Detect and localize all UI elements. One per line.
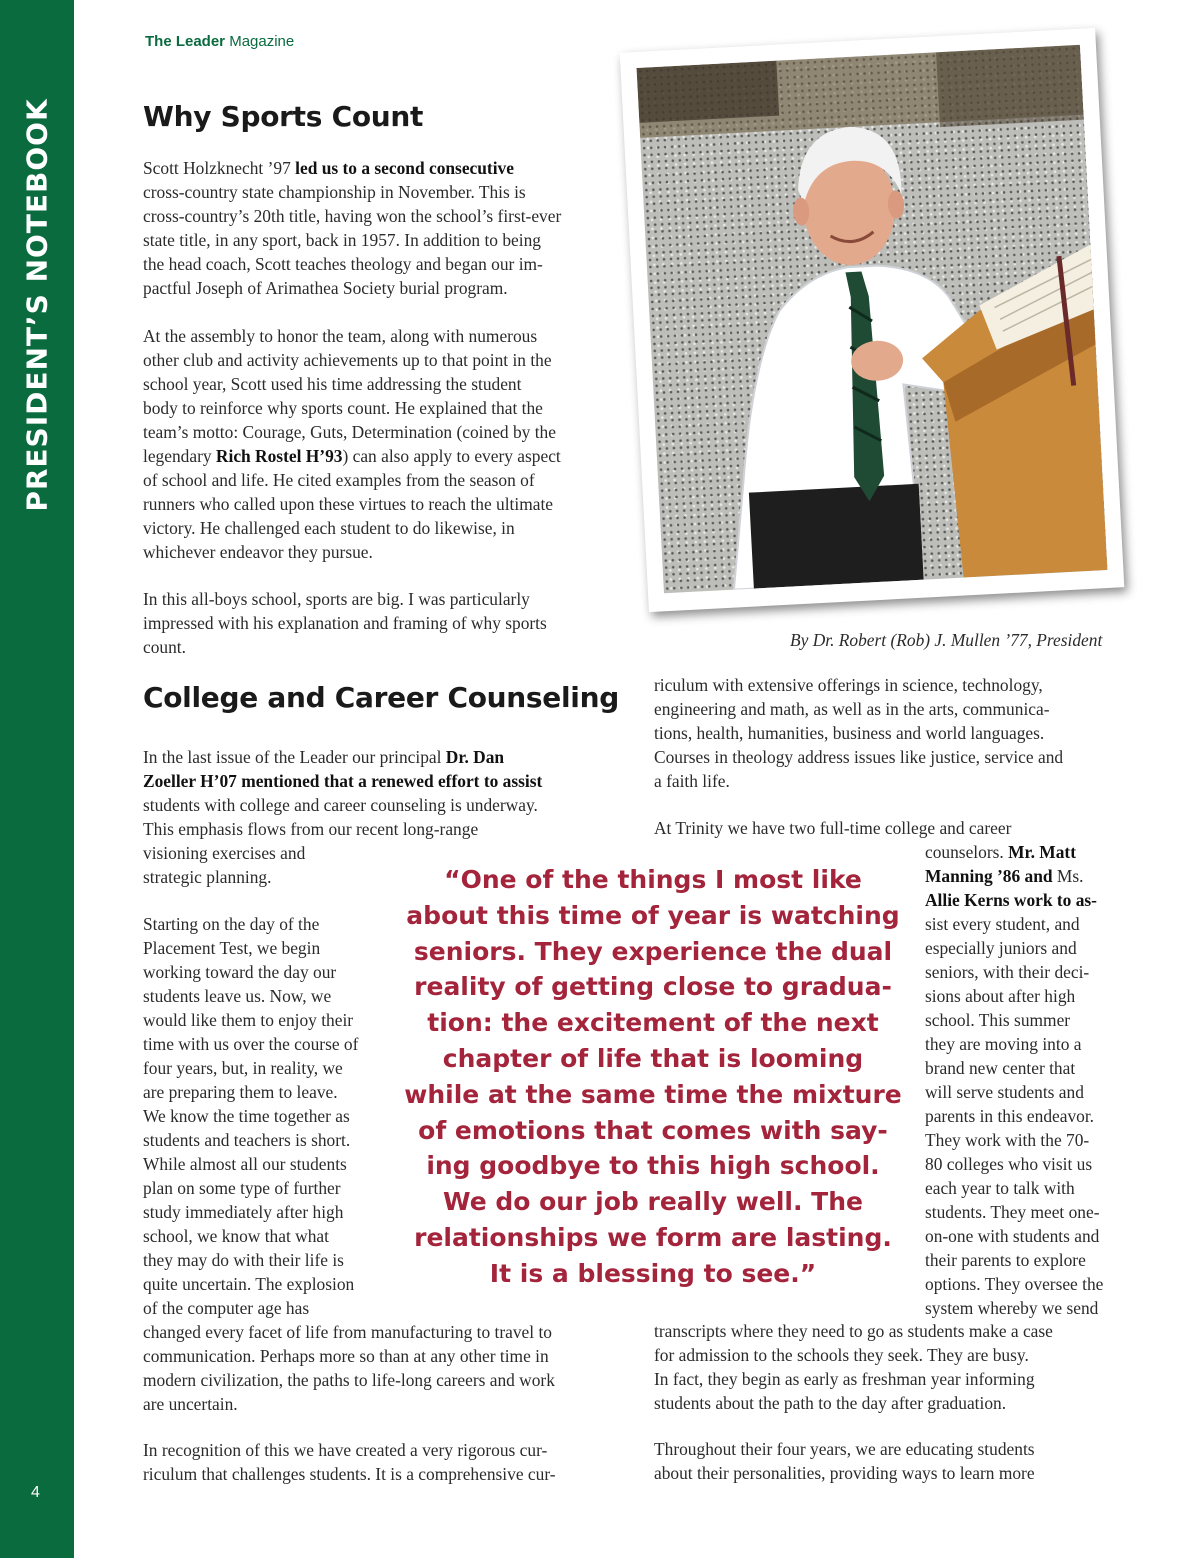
text-line: system whereby we send [925,1298,1099,1318]
counseling-paragraph-2-wide [143,1320,555,1416]
text-line: plan on some type of further [143,1178,341,1198]
text-line: cross-country’s 20th title, having won the school’s first-ever [143,206,562,226]
text-line: options. They oversee the [925,1274,1104,1294]
text-line: sions about after high [925,986,1076,1006]
counseling-right-paragraph-2-wide [654,1319,1053,1415]
text-line: Throughout their four years, we are educating students [654,1439,1035,1459]
text-line: In recognition of this we have created a very rigorous cur- [143,1440,548,1460]
text-line: on-one with students and [925,1226,1100,1246]
text-line: 80 colleges who visit us [925,1154,1093,1174]
text-line: whichever endeavor they pursue. [143,542,373,562]
text-line: school. This summer [925,1010,1071,1030]
text-line: seniors, with their deci- [925,962,1090,982]
text-line: a faith life. [654,771,730,791]
text-line: strategic planning. [143,867,272,887]
pull-quote [398,862,908,1292]
masthead-rest: Magazine [225,33,295,50]
quote-line: about this time of year is watching [406,900,900,930]
masthead-brand: The Leader [145,33,226,50]
text-line: students and teachers is short. [143,1130,351,1150]
text-line: their parents to explore [925,1250,1086,1270]
text-line: Starting on the day of the [143,914,320,934]
text-line: visioning exercises and [143,843,306,863]
text-line: riculum that challenges students. It is a comprehensive cur- [143,1464,556,1484]
text-line: quite uncertain. The explosion [143,1274,355,1294]
text-line: Zoeller H’07 mentioned that a renewed effort to assist [143,771,543,791]
text-line: sist every student, and [925,914,1080,934]
text-line: of school and life. He cited examples from the season of [143,470,535,490]
text-line: working toward the day our [143,962,337,982]
text-line: Courses in theology address issues like justice, service and [654,747,1064,767]
text-line: team’s motto: Courage, Guts, Determination (coined by the [143,422,556,442]
text-line: transcripts where they need to go as students make a case [654,1321,1053,1341]
president-photo [620,28,1125,612]
text-line: brand new center that [925,1058,1076,1078]
text-line: riculum with extensive offerings in science, technology, [654,675,1043,695]
text-line: cross-country state championship in November. This is [143,182,526,202]
counseling-right-paragraph-3 [654,1437,1035,1485]
quote-line: relationships we form are lasting. [414,1222,892,1252]
text-line: runners who called upon these virtues to reach the ultimate [143,494,553,514]
text-line: students about the path to the day after graduation. [654,1393,1007,1413]
text-line: Manning ’86 and Ms. [925,866,1084,886]
text-line: body to reinforce why sports count. He explained that the [143,398,543,418]
text-line: especially juniors and [925,938,1077,958]
text-line: they are moving into a [925,1034,1082,1054]
sports-paragraph-3 [143,587,547,659]
counseling-right-paragraph-1 [654,673,1063,793]
text-line: four years, but, in reality, we [143,1058,343,1078]
text-line: each year to talk with [925,1178,1075,1198]
page-number: 4 [31,1484,40,1501]
text-line: for admission to the schools they seek. They are busy. [654,1345,1029,1365]
text-line: At the assembly to honor the team, along with numerous [143,326,538,346]
quote-line: We do our job really well. The [443,1187,863,1217]
text-line: In this all-boys school, sports are big. I was particularly [143,589,530,609]
quote-line: “One of the things I most like [444,865,862,894]
text-line: In the last issue of the Leader our principal Dr. Dan [143,747,505,767]
text-line: would like them to enjoy their [143,1010,354,1030]
text-line: engineering and math, as well as in the arts, communica- [654,699,1050,719]
text-line: about their personalities, providing ways to learn more [654,1463,1035,1483]
text-line: changed every facet of life from manufacturing to travel to [143,1322,552,1342]
text-line: Scott Holzknecht ’97 led us to a second consecutive [143,158,514,178]
text-line: Placement Test, we begin [143,938,321,958]
text-line: students with college and career counseling is underway. [143,795,538,815]
sports-paragraph-2 [143,324,561,564]
quote-line: ing goodbye to this high school. [426,1151,880,1181]
text-line: legendary Rich Rostel H’93) can also apply to every aspect [143,446,561,466]
quote-line: reality of getting close to gradua- [414,972,892,1002]
text-line: pactful Joseph of Arimathea Society burial program. [143,278,508,298]
quote-line: seniors. They experience the dual [413,936,893,966]
photo-illustration [636,45,1107,594]
text-line: We know the time together as [143,1106,350,1126]
text-line: parents in this endeavor. [925,1106,1095,1126]
text-line: school, we know that what [143,1226,329,1246]
text-line: Allie Kerns work to as- [925,890,1097,910]
quote-line: of emotions that comes with say- [418,1115,888,1145]
counseling-paragraph-2-narrow [143,912,358,1320]
byline: By Dr. Robert (Rob) J. Mullen ’77, President [790,630,1103,650]
text-line: count. [143,637,186,657]
masthead [145,33,294,50]
text-line: This emphasis flows from our recent long-range [143,819,479,839]
text-line: study immediately after high [143,1202,344,1222]
text-line: they may do with their life is [143,1250,344,1270]
text-line: are uncertain. [143,1394,238,1414]
sports-heading: Why Sports Count [143,100,424,133]
quote-line: tion: the excitement of the next [427,1008,879,1038]
text-line: are preparing them to leave. [143,1082,338,1102]
counseling-heading: College and Career Counseling [143,681,619,714]
photo-image [636,45,1107,594]
quote-line: It is a blessing to see.” [489,1258,817,1288]
counseling-right-paragraph-2-narrow [925,840,1103,1320]
text-line: counselors. Mr. Matt [925,842,1077,862]
text-line: tions, health, humanities, business and world languages. [654,723,1045,743]
text-line: the head coach, Scott teaches theology and began our im- [143,254,543,274]
quote-line: while at the same time the mixture [404,1079,902,1109]
text-line: other club and activity achievements up to that point in the [143,350,552,370]
counseling-paragraph-3 [143,1438,556,1486]
text-line: victory. He challenged each student to do likewise, in [143,518,515,538]
text-line: While almost all our students [143,1154,347,1174]
text-line: state title, in any sport, back in 1957. In addition to being [143,230,541,250]
text-line: modern civilization, the paths to life-long careers and work [143,1370,555,1390]
text-line: They work with the 70- [925,1130,1090,1150]
text-line: will serve students and [925,1082,1084,1102]
section-title: PRESIDENT’S NOTEBOOK [20,98,54,512]
sports-paragraph-1 [143,156,561,300]
sidebar-band [0,0,74,1558]
text-line: school year, Scott used his time addressing the student [143,374,522,394]
text-line: impressed with his explanation and framing of why sports [143,613,547,633]
counseling-right-paragraph-2-first: At Trinity we have two full-time college and career [654,818,1012,838]
text-line: of the computer age has [143,1298,310,1318]
text-line: time with us over the course of [143,1034,359,1054]
quote-line: chapter of life that is looming [442,1043,864,1073]
text-line: In fact, they begin as early as freshman year informing [654,1369,1035,1389]
text-line: communication. Perhaps more so than at any other time in [143,1346,549,1366]
text-line: students leave us. Now, we [143,986,332,1006]
text-line: students. They meet one- [925,1202,1100,1222]
